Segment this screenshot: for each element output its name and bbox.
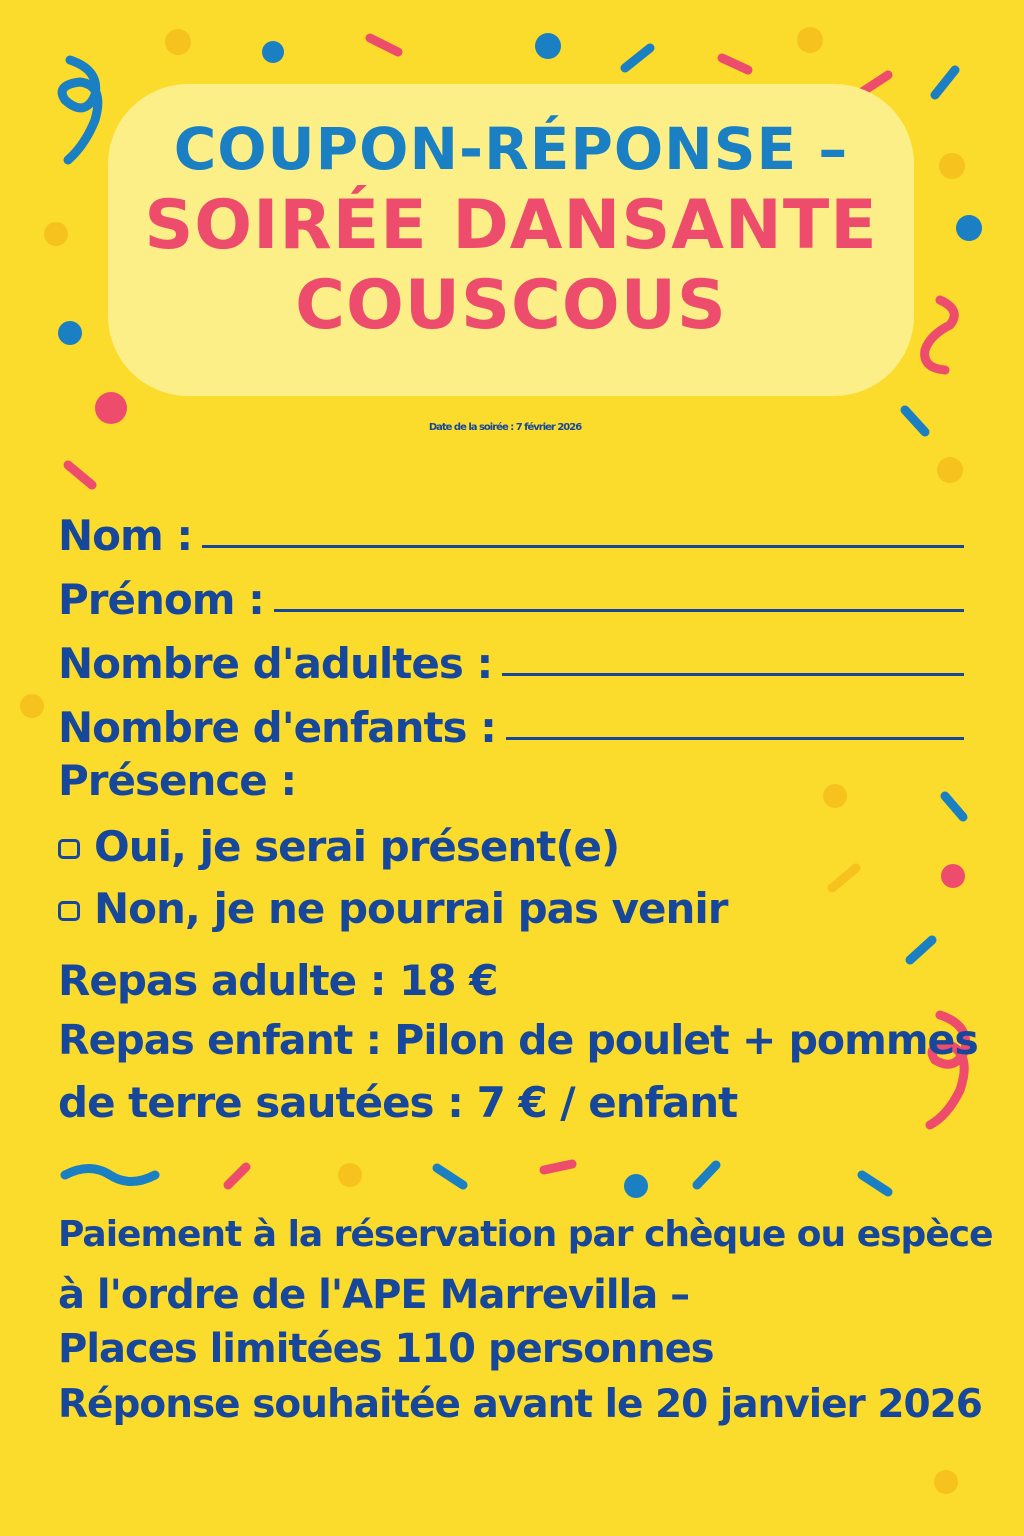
event-date: Date de la soirée : 7 février 2026 (428, 422, 582, 433)
presence-yes-checkbox[interactable] (58, 839, 80, 859)
title-line-2: SOIRÉE DANSANTE (144, 186, 878, 265)
page-title (108, 112, 914, 346)
adults-count-input-line[interactable] (502, 673, 964, 676)
firstname-label: Prénom : (58, 575, 264, 624)
adult-meal-price: Repas adulte : 18 € (58, 956, 498, 1005)
presence-yes-option[interactable] (58, 822, 619, 871)
title-line-3: COUSCOUS (295, 266, 727, 345)
presence-no-checkbox[interactable] (58, 901, 80, 921)
title-line-1: COUPON-RÉPONSE – (173, 115, 849, 183)
name-field[interactable] (58, 504, 964, 560)
firstname-field[interactable] (58, 568, 964, 624)
payment-order-info: à l'ordre de l'APE Marrevilla – (58, 1272, 690, 1318)
child-meal-price-line-2: de terre sautées : 7 € / enfant (58, 1078, 738, 1127)
name-label: Nom : (58, 511, 193, 560)
payment-info: Paiement à la réservation par chèque ou espèce (58, 1214, 993, 1255)
children-count-label: Nombre d'enfants : (58, 703, 496, 752)
name-input-line[interactable] (202, 545, 964, 548)
presence-no-label: Non, je ne pourrai pas venir (94, 884, 728, 933)
presence-no-option[interactable] (58, 884, 728, 933)
adults-count-label: Nombre d'adultes : (58, 639, 493, 688)
reply-deadline-info: Réponse souhaitée avant le 20 janvier 2026 (58, 1382, 982, 1427)
children-count-input-line[interactable] (506, 737, 964, 740)
presence-yes-label: Oui, je serai présent(e) (94, 822, 620, 871)
firstname-input-line[interactable] (274, 609, 964, 612)
presence-label: Présence : (58, 756, 297, 805)
children-count-field[interactable] (58, 696, 964, 752)
child-meal-price-line-1: Repas enfant : Pilon de poulet + pommes (58, 1016, 978, 1064)
adults-count-field[interactable] (58, 632, 964, 688)
limited-places-info: Places limitées 110 personnes (58, 1326, 714, 1372)
